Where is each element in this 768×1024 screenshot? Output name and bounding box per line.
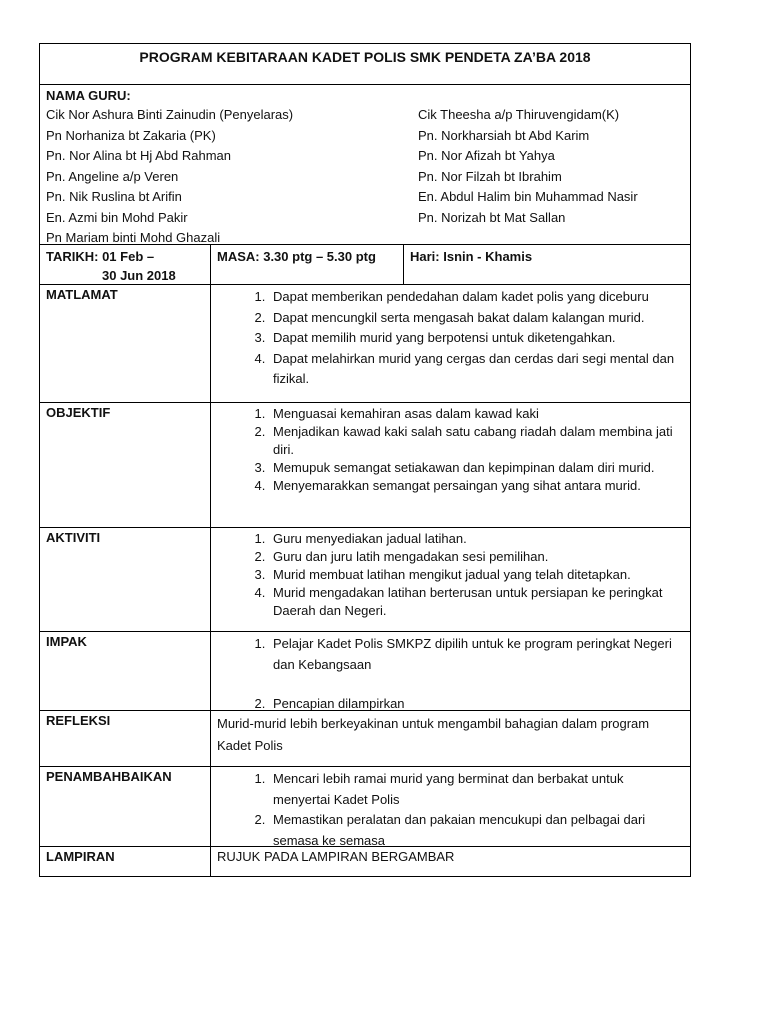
- matlamat-label: MATLAMAT: [40, 285, 211, 402]
- teacher-name: Pn. Angeline a/p Veren: [46, 168, 179, 184]
- list-item: 1. Pelajar Kadet Polis SMKPZ dipilih untuk ke program peringkat Negeri dan Kebangsaan: [269, 634, 684, 675]
- objektif-row: [40, 402, 690, 527]
- time-cell: MASA: 3.30 ptg – 5.30 ptg: [211, 245, 404, 284]
- teacher-list-right: [418, 105, 638, 249]
- aktiviti-row: [40, 527, 690, 631]
- teacher-name: Pn. Nor Alina bt Hj Abd Rahman: [46, 148, 231, 163]
- teacher-name: Pn Mariam binti Mohd Ghazali: [46, 230, 221, 245]
- document-title: PROGRAM KEBITARAAN KADET POLIS SMK PENDETA ZA’BA 2018: [139, 49, 591, 65]
- list-item: 1. Guru menyediakan jadual latihan.: [269, 530, 684, 548]
- teacher-name: En. Azmi bin Mohd Pakir: [46, 209, 188, 225]
- report-table: [39, 43, 691, 877]
- list-item: 1. Mencari lebih ramai murid yang berminat dan berbakat untuk menyertai Kadet Polis: [269, 769, 684, 810]
- list-item: 4. Murid mengadakan latihan berterusan untuk persiapan ke peringkat Daerah dan Negeri.: [269, 584, 684, 620]
- teacher-name: Cik Nor Ashura Binti Zainudin (Penyelaras): [46, 107, 294, 122]
- list-item: 4. Menyemarakkan semangat persaingan yang sihat antara murid.: [269, 477, 684, 495]
- impak-label: IMPAK: [40, 632, 211, 710]
- objektif-content: [211, 403, 690, 527]
- teacher-name: Pn. Norizah bt Mat Sallan: [418, 209, 566, 225]
- list-item: 2. Dapat mencungkil serta mengasah bakat dalam kalangan murid.: [269, 308, 684, 329]
- penambahbaikan-label: PENAMBAHBAIKAN: [40, 767, 211, 846]
- teacher-name: Pn. Nor Afizah bt Yahya: [418, 148, 555, 163]
- lampiran-row: [40, 846, 690, 876]
- day-cell: Hari: Isnin - Khamis: [410, 249, 533, 264]
- lampiran-label: LAMPIRAN: [40, 847, 211, 876]
- schedule-row: [40, 244, 690, 284]
- objektif-label: OBJEKTIF: [40, 403, 211, 527]
- list-item: 2. Menjadikan kawad kaki salah satu cabang riadah dalam membina jati diri.: [269, 423, 684, 459]
- list-item: 3. Murid membuat latihan mengikut jadual yang telah ditetapkan.: [269, 566, 684, 584]
- list-item: 2. Memastikan peralatan dan pakaian mencukupi dan pelbagai dari semasa ke semasa: [269, 810, 684, 851]
- aktiviti-label: AKTIVITI: [40, 528, 211, 631]
- penambahbaikan-content: [211, 767, 690, 846]
- date-cell: [40, 245, 211, 284]
- list-item: 4. Dapat melahirkan murid yang cergas dan cerdas dari segi mental dan fizikal.: [269, 349, 684, 390]
- teacher-name: Pn. Nor Filzah bt Ibrahim: [418, 168, 562, 184]
- teacher-name: Pn Norhaniza bt Zakaria (PK): [46, 127, 216, 143]
- list-item: 2. Guru dan juru latih mengadakan sesi pemilihan.: [269, 548, 684, 566]
- teacher-name: Cik Theesha a/p Thiruvengidam(K): [418, 107, 620, 122]
- penambahbaikan-row: [40, 766, 690, 846]
- teacher-names-label: NAMA GURU:: [46, 88, 131, 103]
- date-line-2: 30 Jun 2018: [102, 268, 176, 283]
- teacher-name: Pn. Nik Ruslina bt Arifin: [46, 189, 182, 204]
- refleksi-label: REFLEKSI: [40, 711, 211, 766]
- matlamat-content: [211, 285, 690, 402]
- list-item: 1. Menguasai kemahiran asas dalam kawad kaki: [269, 405, 684, 423]
- date-line-1: TARIKH: 01 Feb –: [46, 249, 155, 264]
- teacher-name: En. Abdul Halim bin Muhammad Nasir: [418, 189, 638, 204]
- list-item: 3. Dapat memilih murid yang berpotensi untuk diketengahkan.: [269, 328, 684, 349]
- refleksi-text: Murid-murid lebih berkeyakinan untuk mengambil bahagian dalam program Kadet Polis: [217, 716, 650, 753]
- teacher-list-left: [46, 105, 418, 249]
- impak-row: [40, 631, 690, 710]
- list-item: 3. Memupuk semangat setiakawan dan kepimpinan dalam diri murid.: [269, 459, 684, 477]
- teacher-name: Pn. Norkharsiah bt Abd Karim: [418, 127, 590, 143]
- refleksi-row: [40, 710, 690, 766]
- lampiran-text: RUJUK PADA LAMPIRAN BERGAMBAR: [217, 849, 455, 864]
- list-item: 1. Dapat memberikan pendedahan dalam kadet polis yang diceburu: [269, 287, 684, 308]
- impak-content: [211, 632, 690, 710]
- matlamat-row: [40, 284, 690, 402]
- teacher-names-section: [40, 84, 690, 244]
- list-item: 2. Pencapian dilampirkan: [269, 694, 684, 715]
- aktiviti-content: [211, 528, 690, 631]
